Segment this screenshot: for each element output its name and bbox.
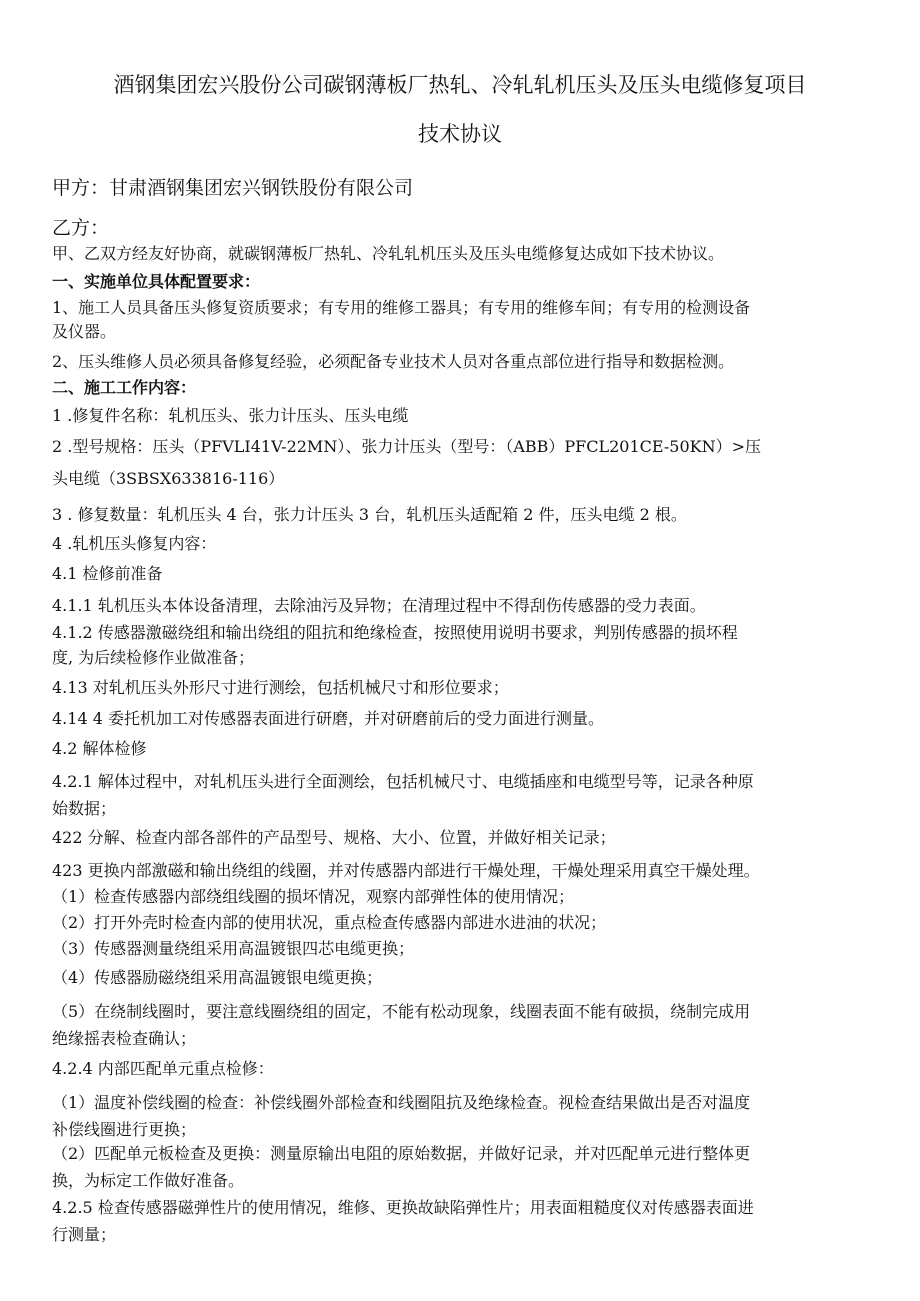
section-2-item-3: 3 . 修复数量：轧机压头 4 台，张力计压头 3 台，轧机压头适配箱 2 件，压头电缆 2 根。 bbox=[52, 505, 687, 524]
para-4-2-4-sub-1-cont: 补偿线圈进行更换； bbox=[52, 1120, 197, 1139]
section-2-item-2-cont: 头电缆（3SBSX633816-116） bbox=[52, 469, 285, 488]
section-1-heading: 一、实施单位具体配置要求： bbox=[52, 272, 261, 291]
section-2-item-2: 2 .型号规格：压头（PFVLI41V-22MN）、张力计压头（型号：（ABB）PFCL201CE-50KN）>压 bbox=[52, 437, 762, 456]
para-4-2-3-sub-1: （1）检查传感器内部绕组线圈的损坏情况，观察内部弹性体的使用情况； bbox=[52, 887, 575, 906]
para-4-2-1-cont: 始数据； bbox=[52, 799, 117, 818]
para-4-1-1: 4.1.1 轧机压头本体设备清理，去除油污及异物；在清理过程中不得刮伤传感器的受力表面。 bbox=[52, 596, 706, 615]
party-a: 甲方：甘肃酒钢集团宏兴钢铁股份有限公司 bbox=[52, 177, 414, 199]
section-1-item-1: 1、施工人员具备压头修复资质要求；有专用的维修工器具；有专用的维修车间；有专用的检测设备 bbox=[52, 298, 751, 317]
section-1-item-2: 2、压头维修人员必须具备修复经验，必须配备专业技术人员对各重点部位进行指导和数据检测。 bbox=[52, 352, 735, 371]
para-4-2-5-cont: 行测量； bbox=[52, 1225, 117, 1244]
para-4-2-3-sub-3: （3）传感器测量绕组采用高温镀银四芯电缆更换； bbox=[52, 939, 415, 958]
para-4-2-4: 4.2.4 内部匹配单元重点检修： bbox=[52, 1059, 274, 1078]
para-4-2-4-sub-2-cont: 换，为标定工作做好准备。 bbox=[52, 1171, 245, 1190]
para-4-2-1: 4.2.1 解体过程中，对轧机压头进行全面测绘，包括机械尺寸、电缆插座和电缆型号等，记录各种原 bbox=[52, 772, 754, 791]
intro-paragraph: 甲、乙双方经友好协商，就碳钢薄板厂热轧、冷轧轧机压头及压头电缆修复达成如下技术协议。 bbox=[52, 244, 725, 263]
para-4-1: 4.1 检修前准备 bbox=[52, 564, 163, 583]
para-4-1-3: 4.13 对轧机压头外形尺寸进行测绘，包括机械尺寸和形位要求； bbox=[52, 678, 509, 697]
para-4-2-3-sub-5-cont: 绝缘摇表检查确认； bbox=[52, 1029, 197, 1048]
para-4-2-3-sub-2: （2）打开外壳时检查内部的使用状况，重点检查传感器内部进水进油的状况； bbox=[52, 913, 607, 932]
document-title: 酒钢集团宏兴股份公司碳钢薄板厂热轧、冷轧轧机压头及压头电缆修复项目 bbox=[113, 73, 807, 97]
section-1-item-1-cont: 及仪器。 bbox=[52, 322, 117, 341]
para-4-2-3-sub-4: （4）传感器励磁绕组采用高温镀银电缆更换； bbox=[52, 968, 383, 987]
section-2-heading: 二、施工工作内容： bbox=[52, 378, 197, 397]
para-4-2-4-sub-2: （2）匹配单元板检查及更换：测量原输出电阻的原始数据，并做好记录，并对匹配单元进行整体更 bbox=[52, 1144, 751, 1163]
para-4-2: 4.2 解体检修 bbox=[52, 739, 147, 758]
para-4-2-4-sub-1: （1）温度补偿线圈的检查：补偿线圈外部检查和线圈阻抗及绝缘检查。视检查结果做出是否对温度 bbox=[52, 1093, 751, 1112]
section-2-item-4: 4 .轧机压头修复内容： bbox=[52, 534, 217, 553]
para-4-2-3: 423 更换内部激磁和输出绕组的线圈，并对传感器内部进行干燥处理，干燥处理采用真空干燥处理。 bbox=[52, 861, 760, 880]
para-4-2-2: 422 分解、检查内部各部件的产品型号、规格、大小、位置，并做好相关记录； bbox=[52, 828, 616, 847]
para-4-1-2-cont: 度, 为后续检修作业做准备； bbox=[52, 648, 255, 667]
party-b: 乙方： bbox=[52, 217, 110, 239]
para-4-1-4: 4.14 4 委托机加工对传感器表面进行研磨，并对研磨前后的受力面进行测量。 bbox=[52, 709, 604, 728]
para-4-2-5: 4.2.5 检查传感器磁弹性片的使用情况，维修、更换故缺陷弹性片；用表面粗糙度仪对传感器表面进 bbox=[52, 1198, 754, 1217]
section-2-item-1: 1 .修复件名称：轧机压头、张力计压头、压头电缆 bbox=[52, 406, 409, 425]
document-subtitle: 技术协议 bbox=[418, 122, 502, 146]
para-4-1-2: 4.1.2 传感器激磁绕组和输出绕组的阻抗和绝缘检查，按照使用说明书要求，判别传感器的损坏程 bbox=[52, 623, 738, 642]
para-4-2-3-sub-5: （5）在绕制线圈时，要注意线圈绕组的固定，不能有松动现象，线圈表面不能有破损，绕制完成用 bbox=[52, 1002, 751, 1021]
